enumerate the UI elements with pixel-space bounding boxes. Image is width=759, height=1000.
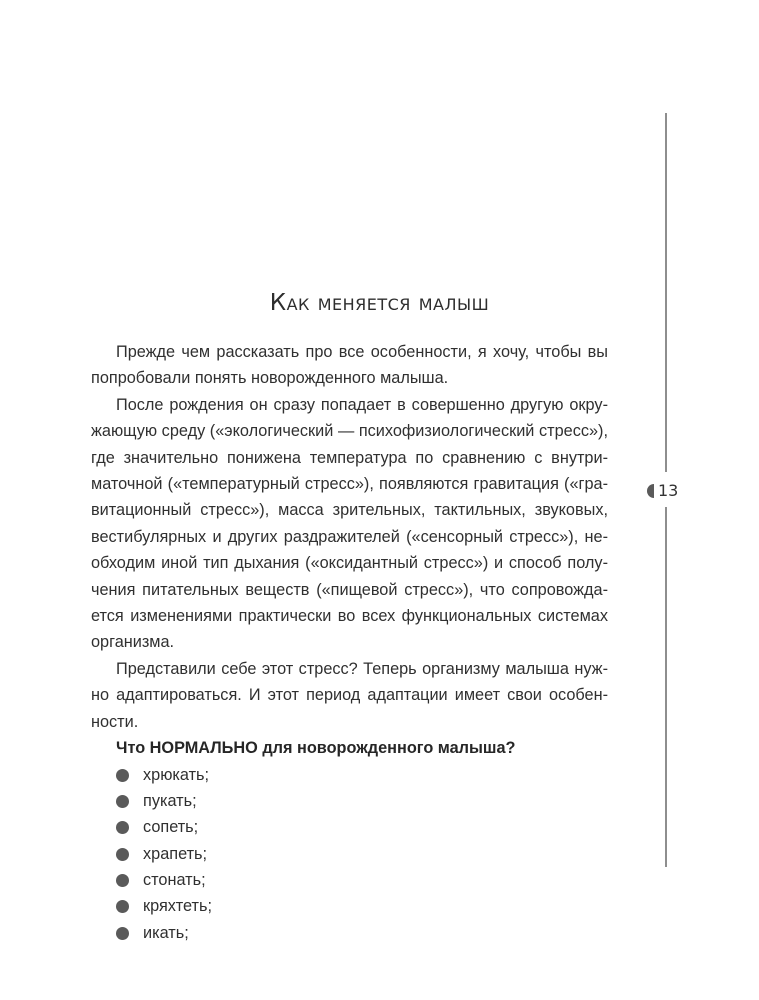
list-item: сопеть; [91, 814, 608, 840]
list-item: стонать; [91, 867, 608, 893]
section-question: Что НОРМАЛЬНО для новорожденного малыша? [116, 739, 516, 758]
paragraph: Прежде чем рассказать про все особенности, я хочу, чтобы вы попробовали понять новорожденного малыша. [91, 343, 608, 388]
list-item: икать; [91, 920, 608, 946]
list-item: кряхтеть; [91, 893, 608, 919]
body-text [91, 339, 608, 946]
normal-behaviors-list [91, 762, 608, 947]
page-number: 13 [658, 481, 679, 500]
margin-rule-top [665, 113, 667, 472]
bullet-icon [116, 795, 129, 808]
list-item: хрюкать; [91, 762, 608, 788]
bullet-icon [116, 769, 129, 782]
bullet-icon [116, 848, 129, 861]
list-item: храпеть; [91, 841, 608, 867]
list-item: пукать; [91, 788, 608, 814]
bullet-icon [116, 821, 129, 834]
paragraph: Представили себе этот стресс? Теперь организму малыша нужно адаптироваться. И этот период адаптации имеет свои особенности. [91, 659, 608, 731]
margin-rule-bottom [665, 507, 667, 867]
paragraph: После рождения он сразу попадает в совершенно другую окружающую среду («экологический — психофизиологический стресс»), где значительно понижена температура по сравнению с внутриматочной («температурный стресс»), появляются гравитация («гравитационный стресс»), масса зрительных, тактильных, звуковых, вестибулярных и других раздражителей («сенсорный стресс»), необходим иной тип дыхания («оксидантный стресс») и способ получения питательных веществ («пищевой стресс»), что сопровождается изменениями практически во всех функциональных системах организма. [91, 395, 608, 652]
half-circle-icon [647, 484, 654, 498]
bullet-icon [116, 874, 129, 887]
chapter-title: Как меняется малыш [269, 290, 490, 316]
bullet-icon [116, 900, 129, 913]
bullet-icon [116, 927, 129, 940]
